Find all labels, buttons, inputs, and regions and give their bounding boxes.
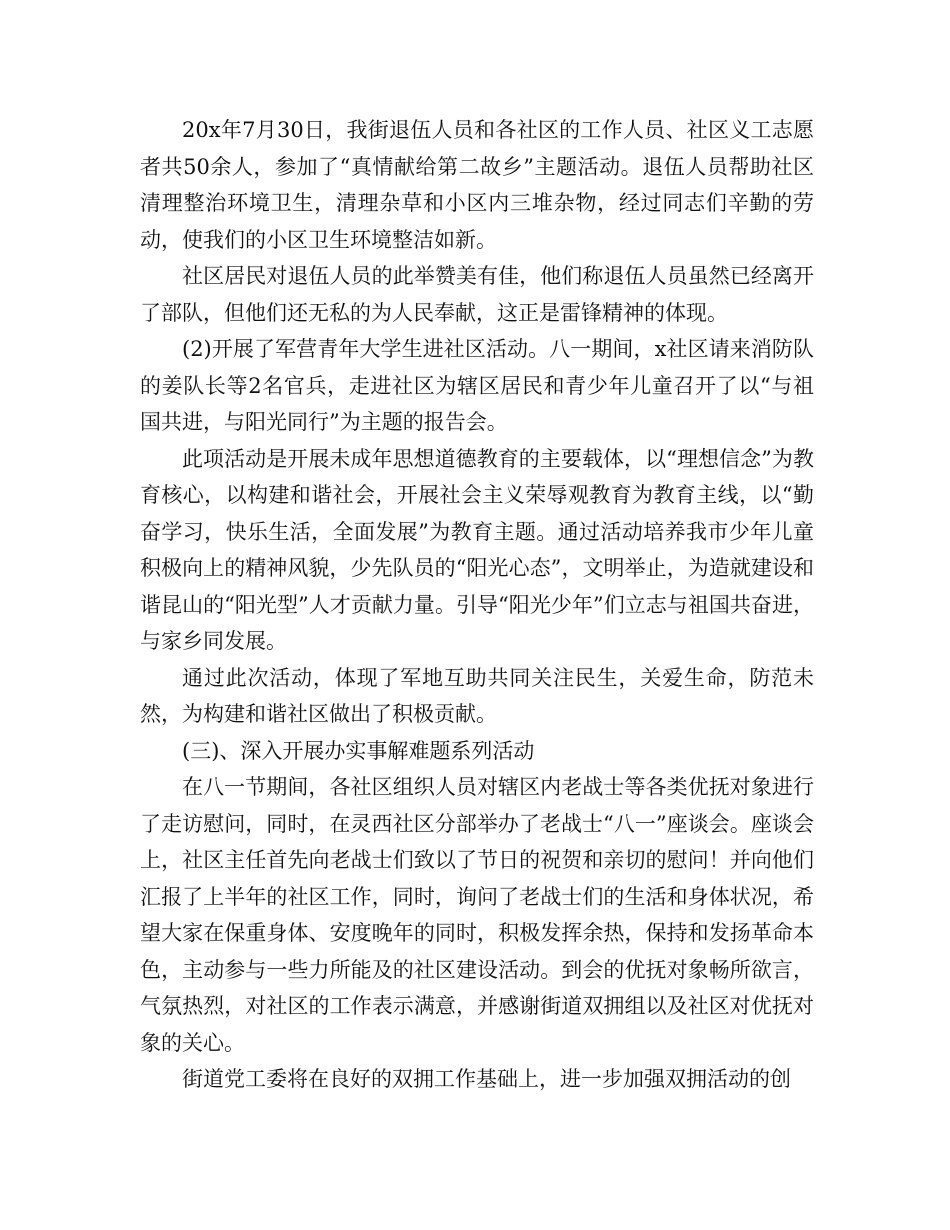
- paragraph-party-committee: 街道党工委将在良好的双拥工作基础上，进一步加强双拥活动的创: [182, 1067, 791, 1091]
- paragraph-veterans-activity: 20x年7月30日，我街退伍人员和各社区的工作人员、社区义工志愿者共50余人，参加了“真情献给第二故乡”主题活动。退伍人员帮助社区清理整治环境卫生，清理杂草和小区内三堆杂物，经过同志们辛勤的劳动，使我们的小区卫生环境整洁如新。: [140, 118, 814, 252]
- document-body: [140, 112, 814, 1098]
- paragraph-resident-praise: 社区居民对退伍人员的此举赞美有佳，他们称退伍人员虽然已经离开了部队，但他们还无私的为人民奉献，这正是雷锋精神的体现。: [140, 264, 814, 325]
- paragraph-military-students: (2)开展了军营青年大学生进社区活动。八一期间，x社区请来消防队的姜队长等2名官兵，走进社区为辖区居民和青少年儿童召开了以“与祖国共进，与阳光同行”为主题的报告会。: [140, 337, 814, 434]
- section-heading-practical-work: (三)、深入开展办实事解难题系列活动: [182, 738, 535, 763]
- paragraph-activity-result: 通过此次活动，体现了军地互助共同关注民生，关爱生命，防范未然，为构建和谐社区做出了积极贡献。: [140, 665, 814, 726]
- paragraph-bayi-visits: 在八一节期间，各社区组织人员对辖区内老战士等各类优抚对象进行了走访慰问，同时，在灵西社区分部举办了老战士“八一”座谈会。座谈会上，社区主任首先向老战士们致以了节日的祝贺和亲切的慰问！并向他们汇报了上半年的社区工作，同时，询问了老战士们的生活和身体状况，希望大家在保重身体、安度晚年的同时，积极发挥余热，保持和发扬革命本色，主动参与一些力所能及的社区建设活动。到会的优抚对象畅所欲言，气氛热烈，对社区的工作表示满意，并感谢街道双拥组以及社区对优抚对象的关心。: [140, 775, 814, 1055]
- paragraph-moral-education: 此项活动是开展未成年思想道德教育的主要载体，以“理想信念”为教育核心，以构建和谐社会，开展社会主义荣辱观教育为教育主线，以“勤奋学习，快乐生活，全面发展”为教育主题。通过活动培养我市少年儿童积极向上的精神风貌，少先队员的“阳光心态”，文明举止，为造就建设和谐昆山的“阳光型”人才贡献力量。引导“阳光少年”们立志与祖国共奋进，与家乡同发展。: [140, 446, 814, 653]
